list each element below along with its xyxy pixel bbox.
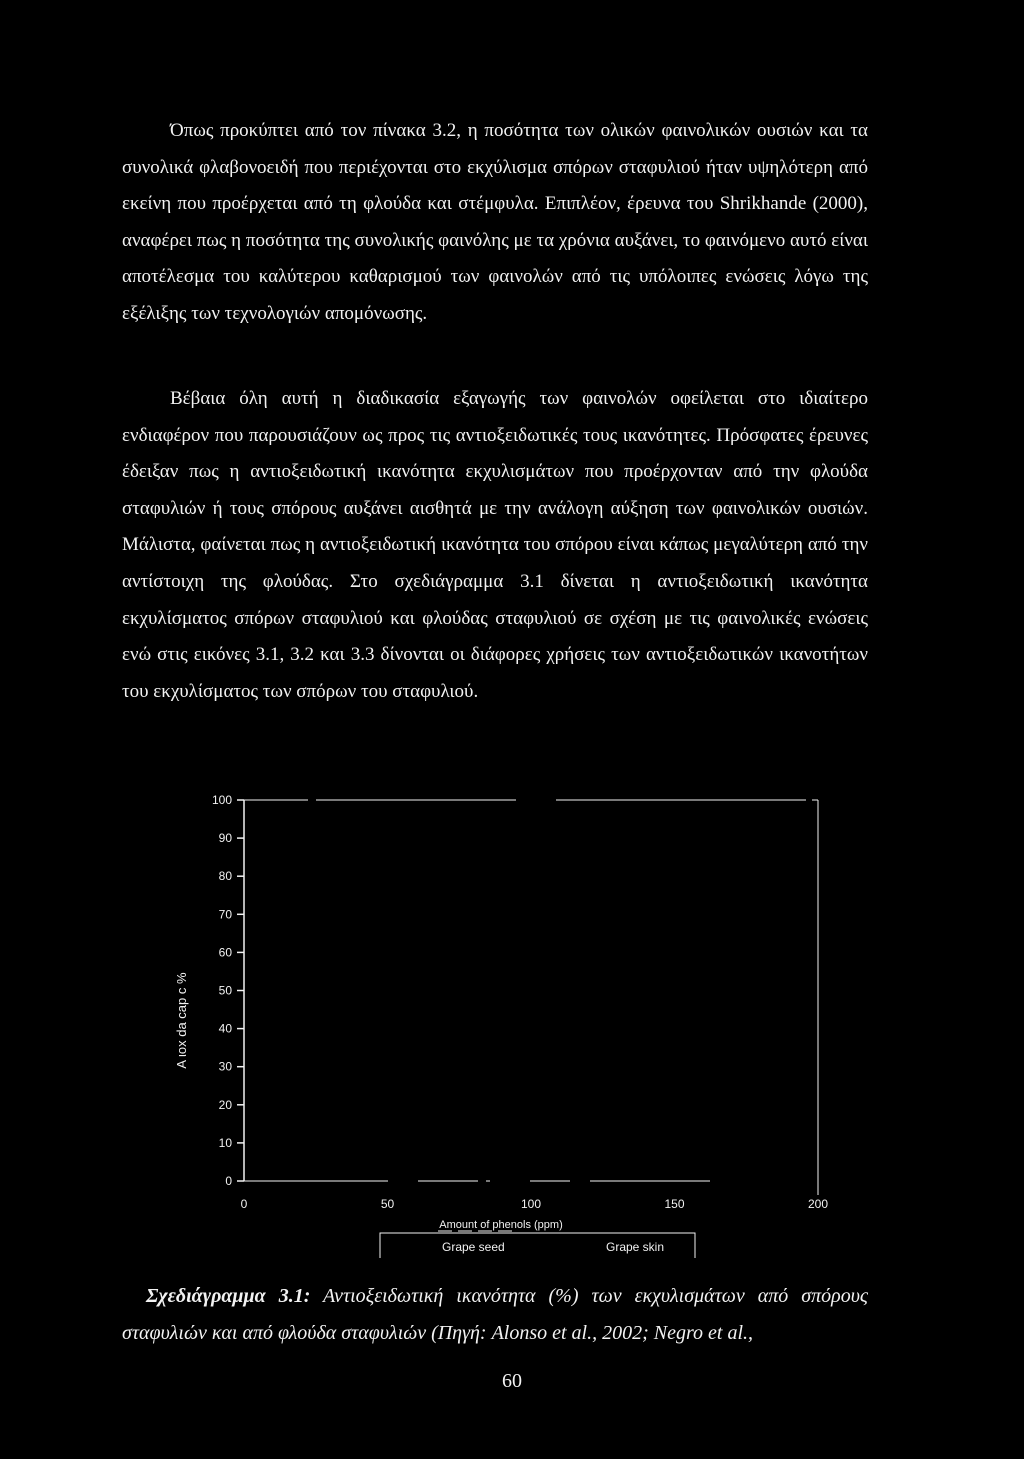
paragraph-1: Όπως προκύπτει από τον πίνακα 3.2, η ποσότητα των ολικών φαινολικών ουσιών και τα συνολικά φλαβονοειδή που περιέχονται στο εκχύλισμα σπόρων σταφυλιού ήταν υψηλότερη από εκείνη που προέρχεται από τη φλούδα και στέμφυλα. Επιπλέον, έρευνα του Shrikhande (2000), αναφέρει πως η ποσότητα της συνολικής φαινόλης με τα χρόνια αυξάνει, το φαινόμενο αυτό είναι αποτέλεσμα του καλύτερου καθαρισμού των φαινολών από τις υπόλοιπες ενώσεις λόγω της εξέλιξης των τεχνολογιών απομόνωσης. xyxy=(122,120,868,324)
antioxidant-chart xyxy=(150,788,850,1258)
x-tick-label: 50 xyxy=(380,1197,395,1211)
y-tick-label: 50 xyxy=(218,983,232,998)
caption-lead: Σχεδιάγραμμα 3.1: xyxy=(146,1285,311,1307)
chart-svg xyxy=(150,788,850,1258)
legend-label-grape-seed: Grape seed xyxy=(442,1240,505,1254)
y-tick-label: 70 xyxy=(218,907,232,922)
legend-label-grape-skin: Grape skin xyxy=(606,1240,665,1254)
y-tick-label: 30 xyxy=(218,1059,232,1074)
paragraph-2: Βέβαια όλη αυτή η διαδικασία εξαγωγής των φαινολών οφείλεται στο ιδιαίτερο ενδιαφέρον που παρουσιάζουν ως προς τις αντιοξειδωτικές τους ικανότητες. Πρόσφατες έρευνες έδειξαν πως η αντιοξειδωτική ικανότητα εκχυλισμάτων που προέρχονταν από την φλούδα σταφυλιών ή τους σπόρους αυξάνει αισθητά με την ανάλογη αύξηση των φαινολικών ουσιών. Μάλιστα, φαίνεται πως η αντιοξειδωτική ικανότητα του σπόρου είναι κάπως μεγαλύτερη από την αντίστοιχη της φλούδας. Στο σχεδιάγραμμα 3.1 δίνεται η αντιοξειδωτική ικανότητα εκχυλίσματος σπόρων σταφυλιού και φλούδας σταφυλιού σε σχέση με τις φαινολικές ενώσεις ενώ στις εικόνες 3.1, 3.2 και 3.3 δίνονται οι διάφορες χρήσεις των αντιοξειδωτικών ικανοτήτων του εκχυλίσματος των σπόρων του σταφυλιού. xyxy=(122,388,868,702)
y-tick-label: 90 xyxy=(218,831,232,846)
y-tick-label: 0 xyxy=(225,1174,232,1188)
x-tick-label: 150 xyxy=(664,1197,685,1211)
figure-caption xyxy=(122,1278,868,1352)
page-number: 60 xyxy=(502,1370,522,1392)
y-tick-label: 10 xyxy=(218,1135,232,1150)
caption-text: Αντιοξειδωτική ικανότητα (%) των εκχυλισμάτων από σπόρους σταφυλιών και από φλούδα σταφυλιών (Πηγή: Alonso et al., 2002; Negro et al., xyxy=(122,1285,869,1344)
y-axis-title: A ιox da cap c % xyxy=(174,972,189,1069)
y-tick-label: 40 xyxy=(218,1021,232,1036)
y-tick-label: 60 xyxy=(218,945,232,960)
y-tick-label: 20 xyxy=(218,1097,232,1112)
y-tick-label: 80 xyxy=(218,869,232,884)
x-tick-label: 200 xyxy=(807,1197,829,1211)
x-tick-label: 100 xyxy=(520,1197,542,1211)
y-tick-label: 100 xyxy=(211,793,232,807)
x-tick-label: 0 xyxy=(240,1197,248,1211)
x-axis-title: Amount of phenols (ppm) xyxy=(439,1219,563,1231)
